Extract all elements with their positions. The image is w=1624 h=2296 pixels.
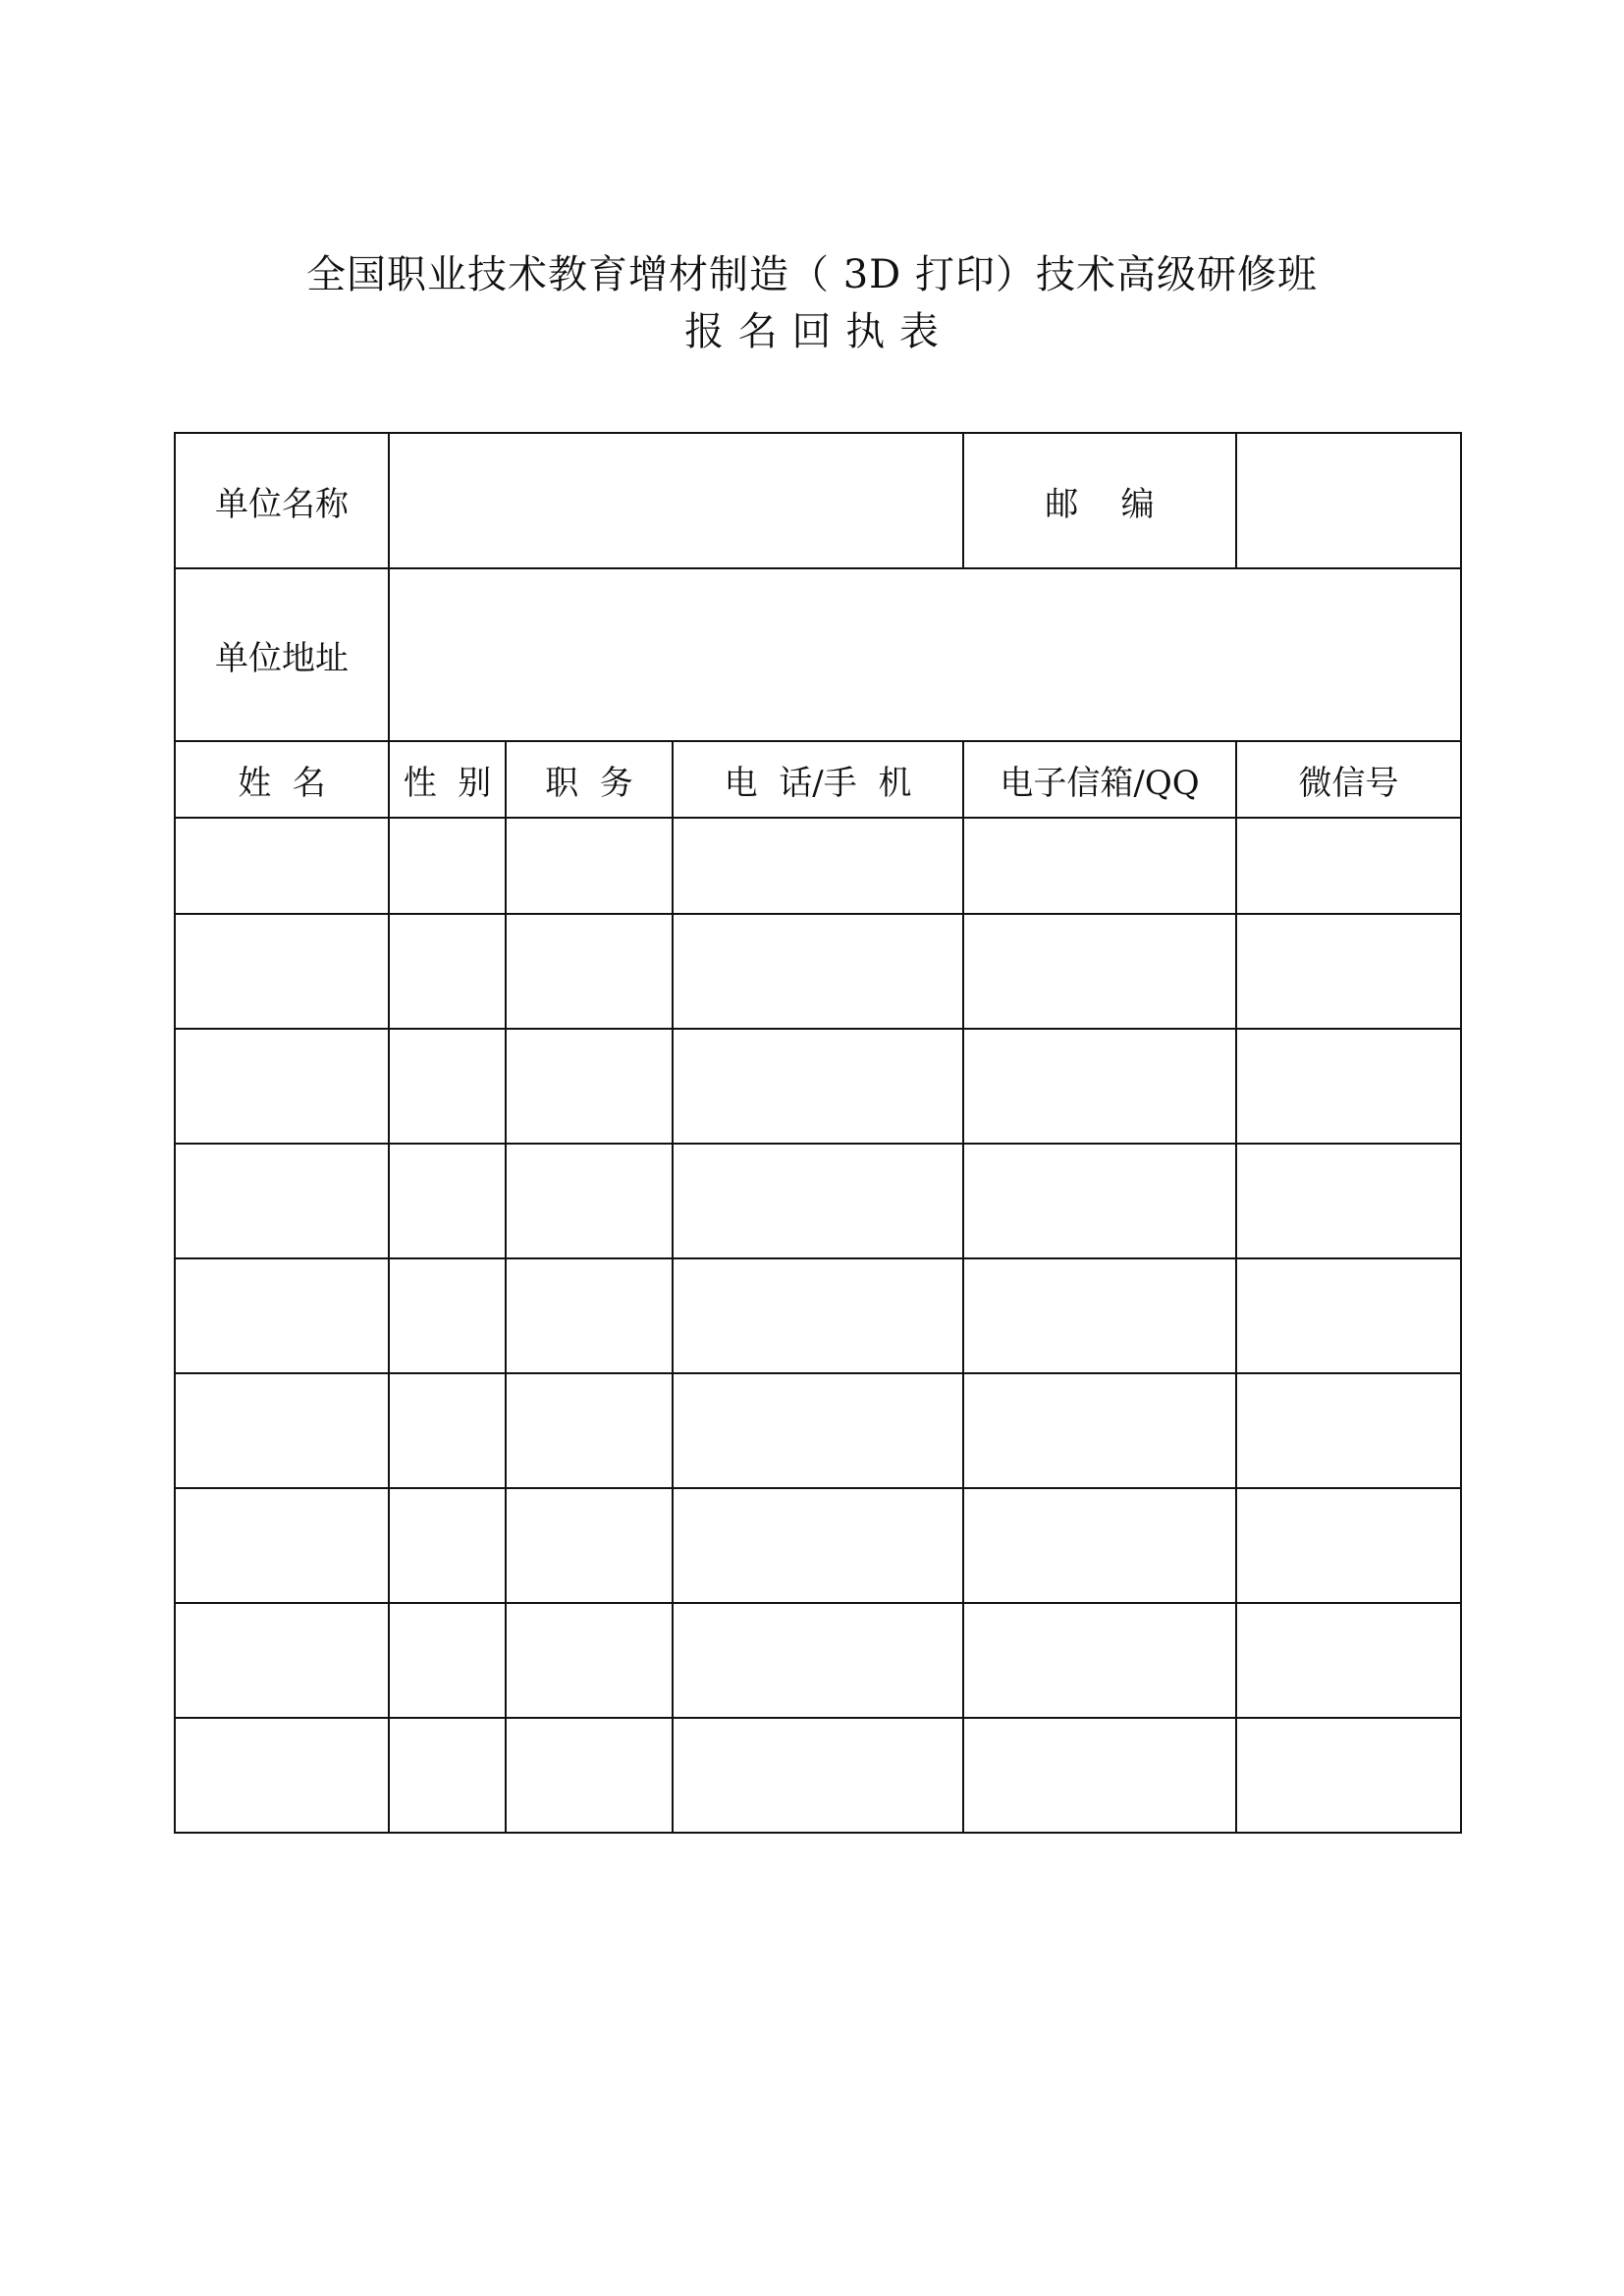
column-header-wechat: 微信号 [1236, 741, 1461, 818]
attendee-row [175, 818, 1461, 914]
registration-form-table [174, 432, 1462, 1834]
gender-cell[interactable] [389, 1488, 506, 1603]
email-cell[interactable] [963, 1488, 1236, 1603]
name-cell[interactable] [175, 1144, 389, 1258]
attendee-row [175, 1258, 1461, 1373]
name-cell[interactable] [175, 914, 389, 1029]
gender-cell[interactable] [389, 1144, 506, 1258]
name-cell[interactable] [175, 1029, 389, 1144]
wechat-cell[interactable] [1236, 1144, 1461, 1258]
attendee-row [175, 1603, 1461, 1718]
column-header-name: 姓 名 [175, 741, 389, 818]
column-header-position: 职 务 [506, 741, 673, 818]
phone-cell[interactable] [673, 1373, 963, 1488]
phone-cell[interactable] [673, 1029, 963, 1144]
position-cell[interactable] [506, 1718, 673, 1833]
name-cell[interactable] [175, 1258, 389, 1373]
email-cell[interactable] [963, 818, 1236, 914]
gender-cell[interactable] [389, 1603, 506, 1718]
attendee-row [175, 1029, 1461, 1144]
postcode-field[interactable] [1236, 433, 1461, 568]
attendee-row [175, 914, 1461, 1029]
email-cell[interactable] [963, 1718, 1236, 1833]
name-cell[interactable] [175, 1373, 389, 1488]
name-cell[interactable] [175, 1488, 389, 1603]
wechat-cell[interactable] [1236, 1718, 1461, 1833]
wechat-cell[interactable] [1236, 1373, 1461, 1488]
attendee-row [175, 1373, 1461, 1488]
wechat-cell[interactable] [1236, 914, 1461, 1029]
attendee-header-row [175, 741, 1461, 818]
unit-address-field[interactable] [389, 568, 1461, 741]
name-cell[interactable] [175, 1603, 389, 1718]
phone-cell[interactable] [673, 1603, 963, 1718]
unit-name-field[interactable] [389, 433, 963, 568]
email-cell[interactable] [963, 1258, 1236, 1373]
position-cell[interactable] [506, 1258, 673, 1373]
position-cell[interactable] [506, 914, 673, 1029]
wechat-cell[interactable] [1236, 818, 1461, 914]
gender-cell[interactable] [389, 1373, 506, 1488]
wechat-cell[interactable] [1236, 1603, 1461, 1718]
phone-cell[interactable] [673, 1258, 963, 1373]
phone-cell[interactable] [673, 1144, 963, 1258]
phone-cell[interactable] [673, 1718, 963, 1833]
attendee-row [175, 1144, 1461, 1258]
wechat-cell[interactable] [1236, 1488, 1461, 1603]
email-cell[interactable] [963, 1373, 1236, 1488]
phone-cell[interactable] [673, 818, 963, 914]
document-title: 全国职业技术教育增材制造（ 3D 打印）技术高级研修班 [306, 252, 1318, 297]
wechat-cell[interactable] [1236, 1258, 1461, 1373]
phone-cell[interactable] [673, 1488, 963, 1603]
position-cell[interactable] [506, 1373, 673, 1488]
attendee-row [175, 1718, 1461, 1833]
unit-address-label: 单位地址 [175, 568, 389, 741]
gender-cell[interactable] [389, 1258, 506, 1373]
postcode-label: 邮 编 [963, 433, 1236, 568]
position-cell[interactable] [506, 1488, 673, 1603]
email-cell[interactable] [963, 1603, 1236, 1718]
document-subtitle: 报 名 回 执 表 [684, 309, 940, 354]
column-header-phone: 电 话/手 机 [673, 741, 963, 818]
attendee-row [175, 1488, 1461, 1603]
name-cell[interactable] [175, 818, 389, 914]
gender-cell[interactable] [389, 1029, 506, 1144]
unit-name-label: 单位名称 [175, 433, 389, 568]
email-cell[interactable] [963, 914, 1236, 1029]
gender-cell[interactable] [389, 914, 506, 1029]
position-cell[interactable] [506, 1144, 673, 1258]
email-cell[interactable] [963, 1144, 1236, 1258]
email-cell[interactable] [963, 1029, 1236, 1144]
phone-cell[interactable] [673, 914, 963, 1029]
gender-cell[interactable] [389, 818, 506, 914]
gender-cell[interactable] [389, 1718, 506, 1833]
wechat-cell[interactable] [1236, 1029, 1461, 1144]
position-cell[interactable] [506, 1029, 673, 1144]
column-header-gender: 性 别 [389, 741, 506, 818]
name-cell[interactable] [175, 1718, 389, 1833]
position-cell[interactable] [506, 818, 673, 914]
position-cell[interactable] [506, 1603, 673, 1718]
column-header-email: 电子信箱/QQ [963, 741, 1236, 818]
